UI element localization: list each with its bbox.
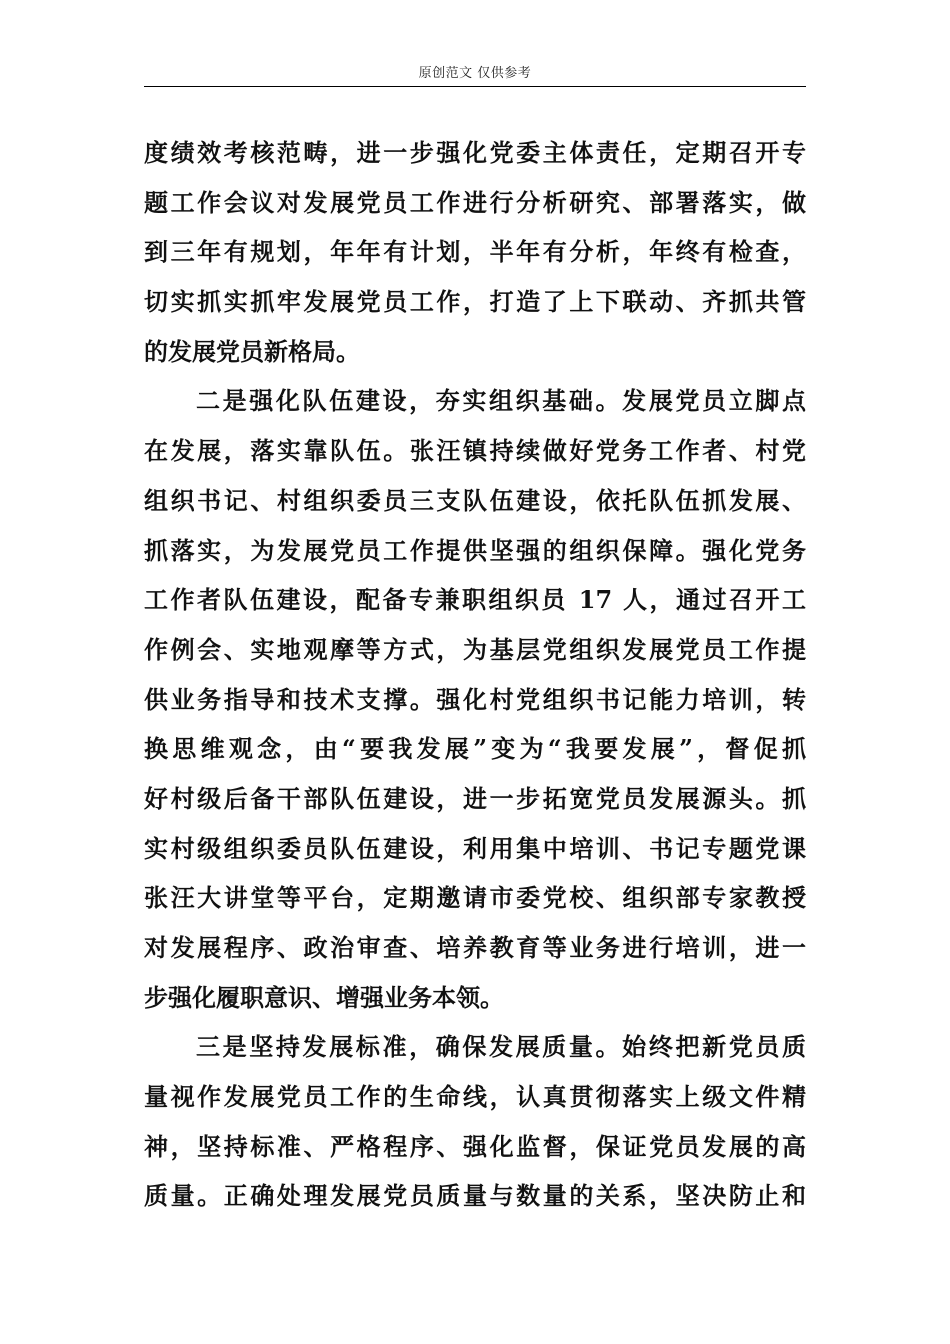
text-line: 抓落实，为发展党员工作提供坚强的组织保障。强化党务 (144, 535, 806, 565)
text-line: 量视作发展党员工作的生命线，认真贯彻落实上级文件精 (144, 1082, 806, 1112)
text-line: 工作者队伍建设，配备专兼职组织员 17 人，通过召开工 (144, 585, 806, 615)
text-line: 度绩效考核范畴，进一步强化党委主体责任，定期召开专 (144, 138, 806, 167)
body-text (144, 128, 806, 1221)
text-line: 步强化履职意识、增强业务本领。 (144, 982, 504, 1012)
text-line: 对发展程序、政治审查、培养教育等业务进行培训，进一 (144, 933, 806, 962)
text-line: 供业务指导和技术支撑。强化村党组织书记能力培训，转 (144, 684, 806, 714)
text-line: 三是坚持发展标准，确保发展质量。始终把新党员质 (196, 1032, 806, 1062)
text-line: 题工作会议对发展党员工作进行分析研究、部署落实，做 (144, 187, 806, 217)
text-line: 好村级后备干部队伍建设，进一步拓宽党员发展源头。抓 (144, 783, 806, 813)
text-line: 二是强化队伍建设，夯实组织基础。发展党员立脚点 (196, 386, 806, 416)
text-line: 切实抓实抓牢发展党员工作，打造了上下联动、齐抓共管 (144, 287, 806, 317)
text-line: 作例会、实地观摩等方式，为基层党组织发展党员工作提 (144, 634, 806, 664)
text-line: 质量。正确处理发展党员质量与数量的关系，坚决防止和 (144, 1181, 806, 1211)
text-line: 换思维观念，由“要我发展”变为“我要发展”，督促抓 (144, 734, 806, 764)
text-line: 实村级组织委员队伍建设，利用集中培训、书记专题党课 (144, 833, 806, 863)
page-header (144, 64, 806, 87)
text-line: 到三年有规划，年年有计划，半年有分析，年终有检查， (144, 237, 806, 267)
text-line: 在发展，落实靠队伍。张汪镇持续做好党务工作者、村党 (144, 436, 806, 466)
text-line: 张汪大讲堂等平台，定期邀请市委党校、组织部专家教授 (144, 883, 806, 913)
text-line: 的发展党员新格局。 (144, 336, 360, 366)
header-text: 原创范文 仅供参考 (418, 66, 532, 81)
text-line: 组织书记、村组织委员三支队伍建设，依托队伍抓发展、 (144, 485, 806, 515)
text-line: 神，坚持标准、严格程序、强化监督，保证党员发展的高 (144, 1131, 806, 1161)
